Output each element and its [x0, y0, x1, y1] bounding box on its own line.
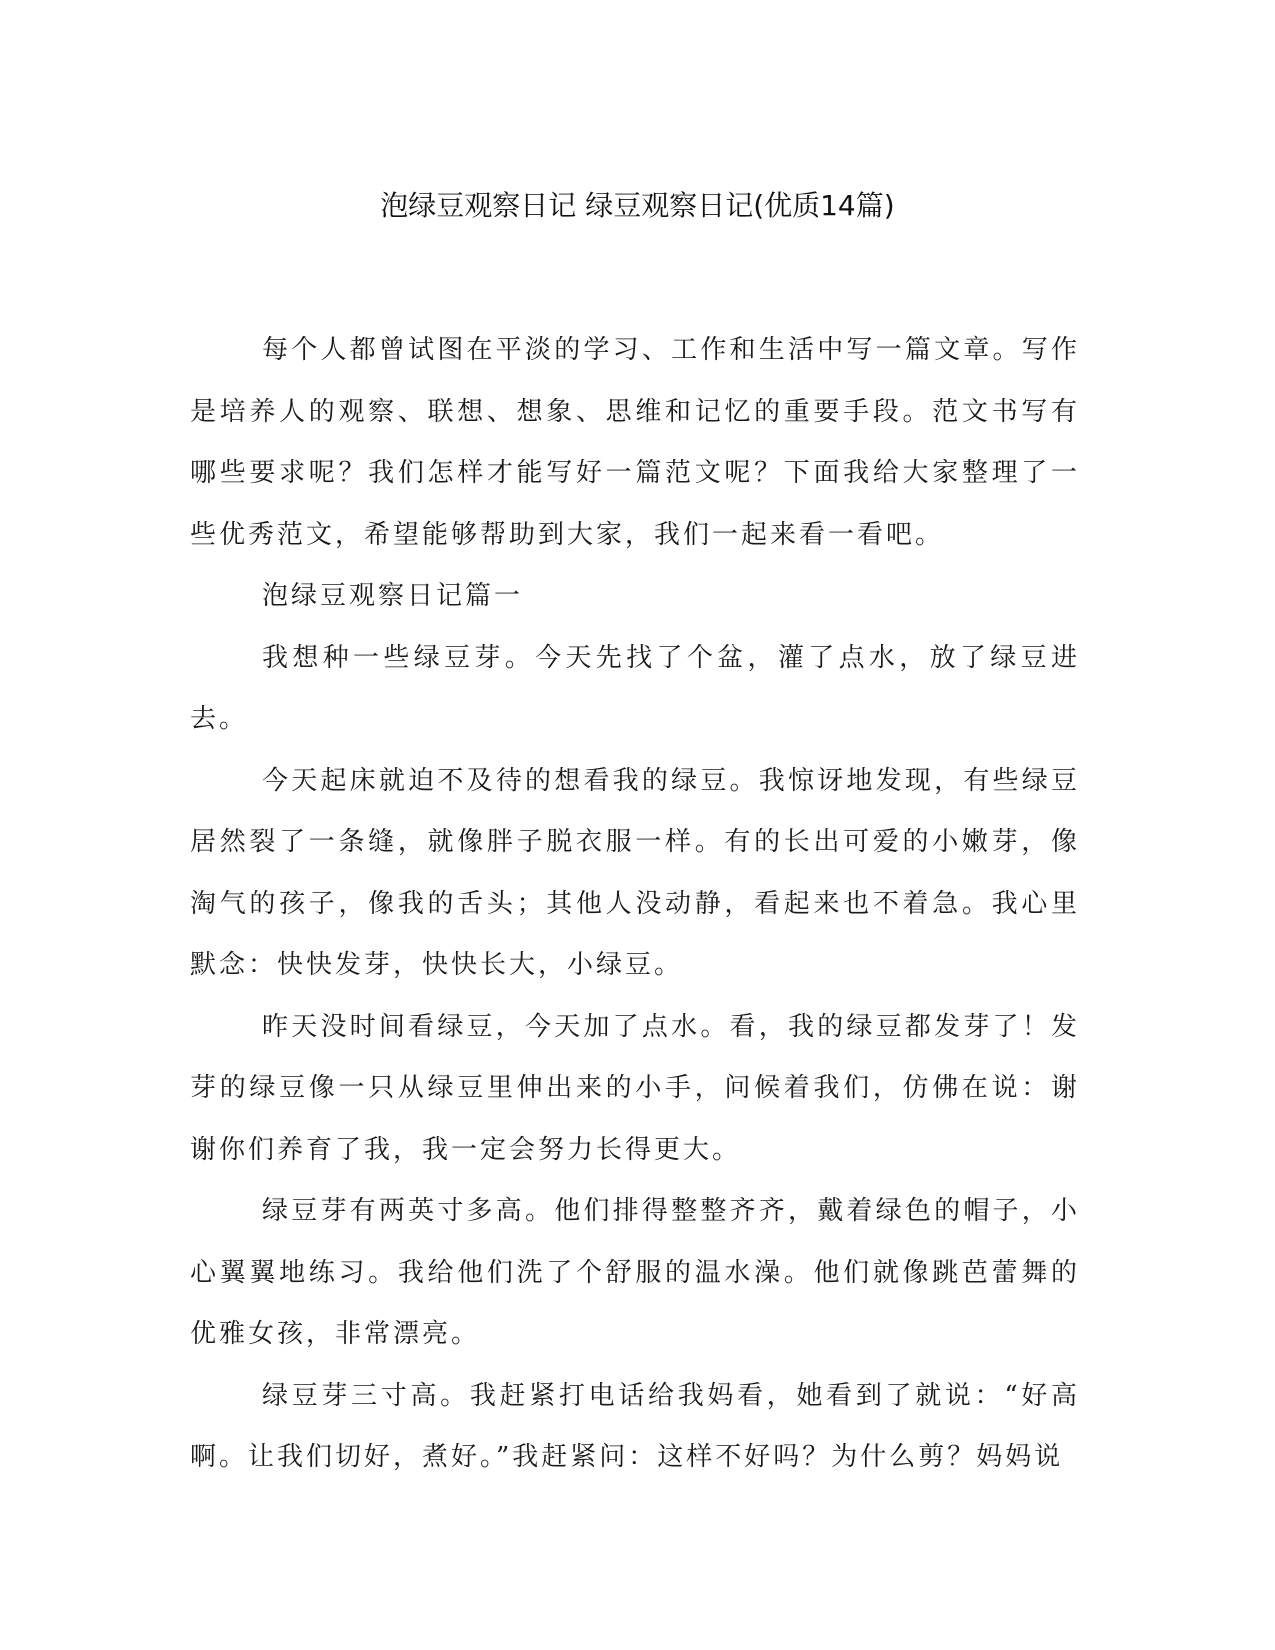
- paragraph-day-3: 昨天没时间看绿豆，今天加了点水。看，我的绿豆都发芽了！发芽的绿豆像一只从绿豆里伸出来的小手，问候着我们，仿佛在说：谢谢你们养育了我，我一定会努力长得更大。: [190, 1011, 1080, 1165]
- section-heading: 泡绿豆观察日记篇一: [262, 581, 524, 611]
- paragraph-intro: 每个人都曾试图在平淡的学习、工作和生活中写一篇文章。写作是培养人的观察、联想、想象、思维和记忆的重要手段。范文书写有哪些要求呢？我们怎样才能写好一篇范文呢？下面我给大家整理了一些优秀范文，希望能够帮助到大家，我们一起来看一看吧。: [190, 335, 1080, 550]
- paragraph-day-5: 绿豆芽三寸高。我赶紧打电话给我妈看，她看到了就说：“好高啊。让我们切好，煮好。”我赶紧问：这样不好吗？为什么剪？妈妈说: [190, 1380, 1080, 1472]
- paragraph-day-1: 我想种一些绿豆芽。今天先找了个盆，灌了点水，放了绿豆进去。: [190, 642, 1080, 734]
- document-body: [190, 320, 1080, 1489]
- paragraph-day-2: 今天起床就迫不及待的想看我的绿豆。我惊讶地发现，有些绿豆居然裂了一条缝，就像胖子脱衣服一样。有的长出可爱的小嫩芽，像淘气的孩子，像我的舌头；其他人没动静，看起来也不着急。我心里默念：快快发芽，快快长大，小绿豆。: [190, 765, 1080, 980]
- document-title: 泡绿豆观察日记 绿豆观察日记(优质14篇): [380, 189, 895, 222]
- paragraph-day-4: 绿豆芽有两英寸多高。他们排得整整齐齐，戴着绿色的帽子，小心翼翼地练习。我给他们洗了个舒服的温水澡。他们就像跳芭蕾舞的优雅女孩，非常漂亮。: [190, 1196, 1080, 1349]
